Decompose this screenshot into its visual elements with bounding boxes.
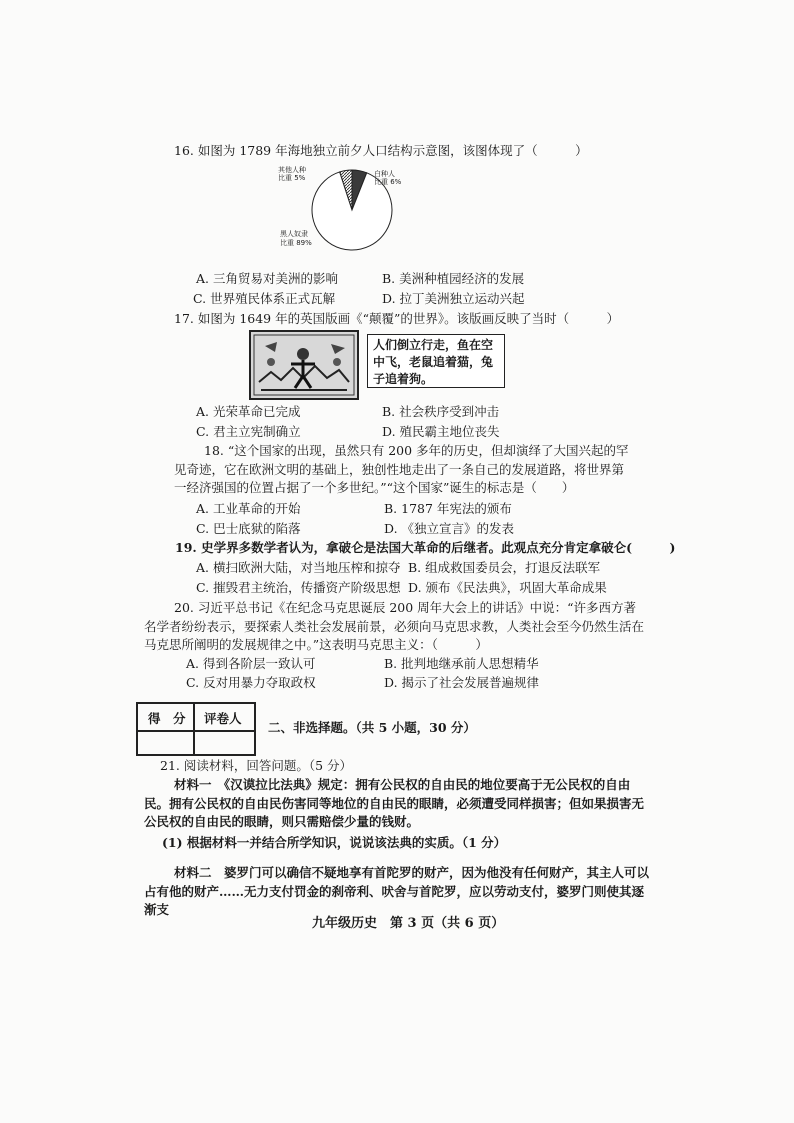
- q21-sub-question-1: (1) 根据材料一并结合所学知识，说说该法典的实质。（1 分）: [162, 835, 507, 850]
- woodcut-illustration: [251, 332, 357, 398]
- pie-label-white-1: 白种人: [374, 170, 395, 178]
- score-table: [136, 702, 256, 756]
- q16-option-c: C. 世界殖民体系正式瓦解: [193, 291, 336, 306]
- q20-stem: 20. 习近平总书记《在纪念马克思诞辰 200 周年大会上的讲话》中说：“许多西方著名学者纷纷表示，要探索人类社会发展前景，必须向马克思求教，人类社会至今仍然生活在马克思所阐明的发展规律之中。”这表明马克思主义：（ ）: [144, 600, 645, 652]
- q18-option-c: C. 巴士底狱的陷落: [196, 521, 301, 536]
- q18-stem: 18. “这个国家的出现，虽然只有 200 多年的历史，但却演绎了大国兴起的罕见奇迹，它在欧洲文明的基础上，独创性地走出了一条自己的发展道路，将世界第一经济强国的位置占据了一个多世纪。”“这个国家”诞生的标志是（ ）: [174, 443, 629, 495]
- q17-woodcut-image: [249, 330, 359, 400]
- q16-option-a: A. 三角贸易对美洲的影响: [196, 271, 338, 286]
- q16-pie-chart: [272, 160, 402, 252]
- q19-option-c: C. 摧毁君主统治，传播资产阶级思想: [196, 580, 401, 595]
- q17-speech-bubble: 人们倒立行走，鱼在空中飞，老鼠追着猫，兔子追着狗。: [367, 334, 505, 388]
- pie-label-black-1: 黑人奴隶: [280, 230, 308, 238]
- q20-option-b: B. 批判地继承前人思想精华: [384, 656, 539, 671]
- q17-option-a: A. 光荣革命已完成: [196, 404, 301, 419]
- q20-option-c: C. 反对用暴力夺取政权: [186, 675, 316, 690]
- q16-stem: 16. 如图为 1789 年海地独立前夕人口结构示意图，该图体现了（ ）: [174, 143, 588, 158]
- q18-option-a: A. 工业革命的开始: [196, 501, 301, 516]
- pie-label-other-2: 比重 5%: [278, 174, 306, 182]
- q17-option-b: B. 社会秩序受到冲击: [382, 404, 500, 419]
- page-footer: 九年级历史 第 3 页（共 6 页）: [312, 916, 505, 931]
- pie-label-other-1: 其他人种: [278, 166, 306, 174]
- q21-material-2: 材料二 婆罗门可以确信不疑地享有首陀罗的财产，因为他没有任何财产，其主人可以占有他的财产……无力支付罚金的刹帝利、吠舍与首陀罗，应以劳动支付，婆罗门则使其逐渐支: [144, 865, 650, 917]
- q21-material-1: 材料一 《汉谟拉比法典》规定：拥有公民权的自由民的地位要高于无公民权的自由民。拥有公民权的自由民伤害同等地位的自由民的眼睛，必须遭受同样损害；但如果损害无公民权的自由民的眼睛，则只需赔偿少量的钱财。: [144, 777, 645, 829]
- q18-option-b: B. 1787 年宪法的颁布: [384, 501, 512, 516]
- q21-stem: 21. 阅读材料，回答问题。（5 分）: [160, 758, 353, 773]
- q19-option-d: D. 颁布《民法典》，巩固大革命成果: [408, 580, 607, 595]
- section-2-title: 二、非选择题。（共 5 小题，30 分）: [268, 720, 476, 735]
- q17-stem: 17. 如图为 1649 年的英国版画《“颠覆”的世界》。该版画反映了当时（ ）: [174, 311, 620, 326]
- q19-stem: 19. 史学界多数学者认为，拿破仑是法国大革命的后继者。此观点充分肯定拿破仑( ): [175, 540, 676, 555]
- q18-option-d: D. 《独立宣言》的发表: [384, 521, 515, 536]
- q20-option-a: A. 得到各阶层一致认可: [186, 656, 316, 671]
- q16-option-b: B. 美洲种植园经济的发展: [382, 271, 525, 286]
- q17-option-c: C. 君主立宪制确立: [196, 424, 301, 439]
- score-table-divider: [193, 704, 195, 754]
- pie-label-black-2: 比重 89%: [280, 239, 312, 247]
- q19-option-a: A. 横扫欧洲大陆，对当地压榨和掠夺: [196, 560, 401, 575]
- q17-option-d: D. 殖民霸主地位丧失: [382, 424, 500, 439]
- q20-option-d: D. 揭示了社会发展普遍规律: [384, 675, 540, 690]
- q19-option-b: B. 组成救国委员会，打退反法联军: [408, 560, 601, 575]
- score-table-row-divider: [138, 730, 254, 732]
- pie-label-white-2: 比重 6%: [374, 178, 402, 186]
- grader-cell-label: 评卷人: [204, 711, 242, 726]
- score-cell-label: 得 分: [148, 711, 186, 726]
- q16-option-d: D. 拉丁美洲独立运动兴起: [382, 291, 525, 306]
